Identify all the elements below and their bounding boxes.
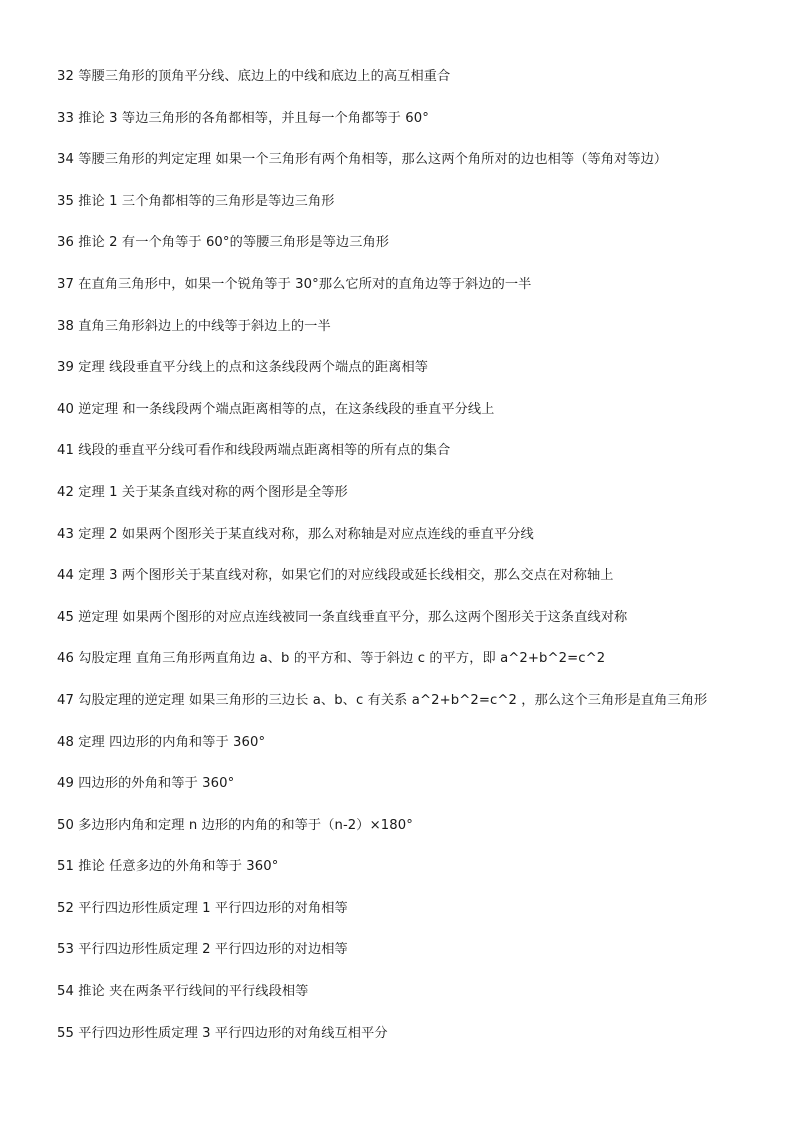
theorem-45: 45 逆定理 如果两个图形的对应点连线被同一条直线垂直平分，那么这两个图形关于这条直线对称 (57, 609, 628, 625)
theorem-35: 35 推论 1 三个角都相等的三角形是等边三角形 (57, 193, 335, 209)
theorem-46: 46 勾股定理 直角三角形两直角边 a、b 的平方和、等于斜边 c 的平方，即 a^2+b^2=c^2 (57, 651, 606, 667)
theorem-53: 53 平行四边形性质定理 2 平行四边形的对边相等 (57, 942, 348, 958)
theorem-42: 42 定理 1 关于某条直线对称的两个图形是全等形 (57, 484, 348, 500)
theorem-32: 32 等腰三角形的顶角平分线、底边上的中线和底边上的高互相重合 (57, 69, 451, 84)
theorem-48: 48 定理 四边形的内角和等于 360° (57, 734, 266, 750)
theorem-33: 33 推论 3 等边三角形的各角都相等，并且每一个角都等于 60° (57, 110, 429, 126)
theorem-47: 47 勾股定理的逆定理 如果三角形的三边长 a、b、c 有关系 a^2+b^2=c^2 ，那么这个三角形是直角三角形 (57, 692, 708, 708)
theorem-44: 44 定理 3 两个图形关于某直线对称，如果它们的对应线段或延长线相交，那么交点在对称轴上 (57, 568, 614, 584)
theorem-52: 52 平行四边形性质定理 1 平行四边形的对角相等 (57, 900, 348, 916)
theorem-54: 54 推论 夹在两条平行线间的平行线段相等 (57, 984, 309, 1000)
theorem-55: 55 平行四边形性质定理 3 平行四边形的对角线互相平分 (57, 1025, 388, 1041)
theorem-43: 43 定理 2 如果两个图形关于某直线对称，那么对称轴是对应点连线的垂直平分线 (57, 526, 534, 542)
theorem-38: 38 直角三角形斜边上的中线等于斜边上的一半 (57, 318, 331, 334)
theorem-list (57, 64, 777, 1062)
theorem-49: 49 四边形的外角和等于 360° (57, 776, 235, 792)
theorem-41: 41 线段的垂直平分线可看作和线段两端点距离相等的所有点的集合 (57, 443, 451, 459)
theorem-36: 36 推论 2 有一个角等于 60°的等腰三角形是等边三角形 (57, 235, 390, 251)
theorem-37: 37 在直角三角形中，如果一个锐角等于 30°那么它所对的直角边等于斜边的一半 (57, 276, 532, 292)
theorem-50: 50 多边形内角和定理 n 边形的内角的和等于（n-2）×180° (57, 817, 413, 833)
theorem-40: 40 逆定理 和一条线段两个端点距离相等的点，在这条线段的垂直平分线上 (57, 401, 495, 417)
theorem-51: 51 推论 任意多边的外角和等于 360° (57, 859, 279, 875)
theorem-39: 39 定理 线段垂直平分线上的点和这条线段两个端点的距离相等 (57, 360, 429, 376)
theorem-34: 34 等腰三角形的判定定理 如果一个三角形有两个角相等，那么这两个角所对的边也相等（等角对等边） (57, 152, 668, 168)
